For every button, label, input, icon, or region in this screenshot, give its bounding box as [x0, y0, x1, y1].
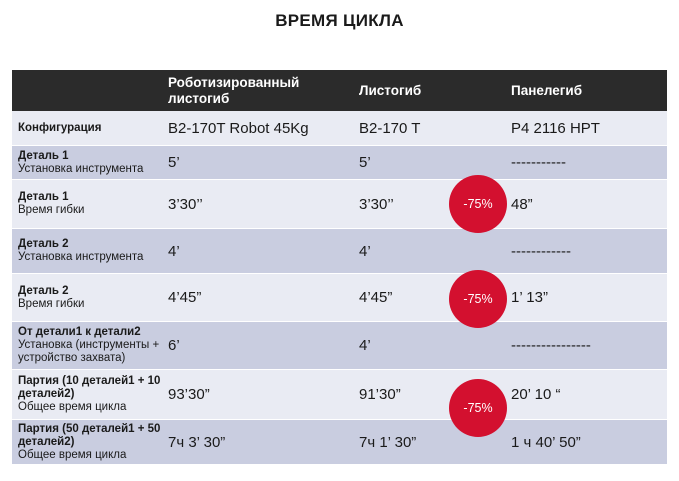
row-sublabel: Время гибки [18, 297, 85, 310]
table-cell: 4’ [359, 242, 371, 260]
table-row [12, 229, 667, 274]
table-cell: ----------- [511, 154, 566, 171]
table-cell: 4’ [168, 242, 180, 260]
table-row [12, 180, 667, 229]
table-cell: ---------------- [511, 337, 591, 354]
table-cell: ------------ [511, 242, 571, 260]
table-cell: 48” [511, 195, 533, 213]
row-label: Деталь 1 [18, 191, 69, 203]
row-label: Конфигурация [18, 121, 102, 134]
table-cell: 5’ [168, 154, 180, 171]
row-label: Деталь 2 [18, 238, 69, 250]
table-row [12, 370, 667, 420]
row-sublabel: Установка (инструменты + устройство захвата) [18, 339, 160, 364]
table-row [12, 146, 667, 180]
column-header-press-brake: Листогиб [359, 82, 422, 98]
table-cell: 6’ [168, 337, 180, 354]
page-title: ВРЕМЯ ЦИКЛА [275, 11, 404, 30]
column-header-robot-press-brake: Роботизированный листогиб [168, 74, 300, 106]
row-label: Партия (50 деталей1 + 50 деталей2) [18, 422, 161, 448]
row-label: Деталь 2 [18, 284, 69, 297]
table-cell: 4’45” [168, 289, 202, 306]
row-sublabel: Общее время цикла [18, 448, 127, 461]
row-label: Деталь 1 [18, 149, 69, 162]
row-sublabel: Общее время цикла [18, 401, 127, 413]
table-row [12, 420, 667, 465]
table-row [12, 111, 667, 146]
savings-badge: -75% [449, 175, 507, 233]
cycle-time-table [12, 70, 667, 465]
table-row [12, 274, 667, 322]
table-cell: 7ч 3’ 30” [168, 433, 226, 451]
savings-badge: -75% [449, 379, 507, 437]
table-cell: 4’45” [359, 289, 393, 306]
table-cell: 3’30’’ [168, 195, 203, 213]
row-label: Партия (10 деталей1 + 10 деталей2) [18, 375, 161, 400]
table-row [12, 322, 667, 370]
table-cell: 5’ [359, 154, 371, 171]
table-cell: 1 ч 40’ 50” [511, 433, 581, 451]
row-sublabel: Установка инструмента [18, 162, 144, 175]
table-cell: P4 2116 HPT [511, 119, 600, 137]
row-sublabel: Время гибки [18, 204, 85, 216]
table-cell: 7ч 1’ 30” [359, 433, 417, 451]
table-cell: B2-170 T [359, 119, 421, 137]
savings-badge: -75% [449, 270, 507, 328]
table-cell: 3’30’’ [359, 195, 394, 213]
row-sublabel: Установка инструмента [18, 251, 144, 263]
table-header [12, 70, 667, 111]
table-cell: 4’ [359, 337, 371, 354]
table-cell: B2-170T Robot 45Kg [168, 119, 309, 137]
row-label: От детали1 к детали2 [18, 326, 141, 338]
table-cell: 91’30” [359, 386, 401, 403]
table-cell: 1’ 13” [511, 289, 548, 306]
table-cell: 20’ 10 “ [511, 386, 561, 403]
column-header-panel-bender: Панелегиб [511, 82, 583, 98]
table-cell: 93’30” [168, 386, 210, 403]
